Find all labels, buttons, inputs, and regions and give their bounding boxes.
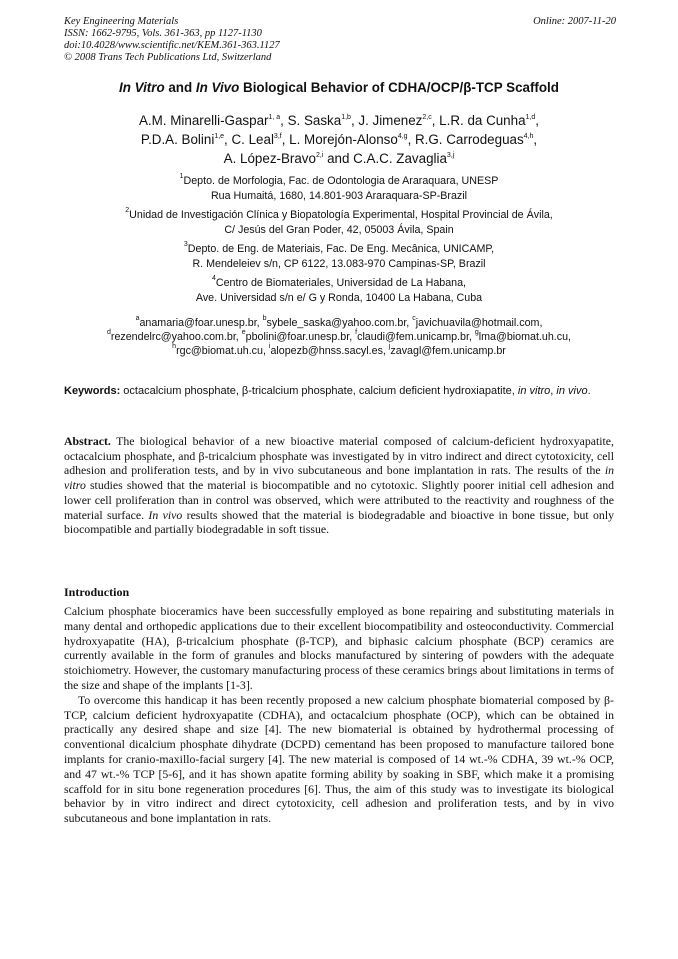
abstract-italic: In vivo bbox=[148, 507, 183, 522]
keywords-sep: , bbox=[550, 385, 557, 397]
affiliation-number: 2 bbox=[125, 207, 130, 215]
affiliation-line: Rua Humaitá, 1680, 14.801-903 Araraquara-SP-Brazil bbox=[210, 190, 468, 202]
title-part: and bbox=[164, 80, 196, 95]
affiliation-line: Centro de Biomateriales, Universidad de La Habana, bbox=[215, 277, 467, 289]
author: P.D.A. Bolini bbox=[140, 132, 215, 147]
author-sup: 2,c bbox=[422, 113, 432, 121]
journal-name: Key Engineering Materials bbox=[64, 16, 179, 27]
keywords-label: Keywords: bbox=[64, 385, 121, 397]
email-list bbox=[40, 316, 638, 358]
affiliation bbox=[40, 242, 638, 272]
author-sup: 4,g bbox=[397, 132, 408, 140]
author-line bbox=[40, 130, 638, 149]
abstract-italic: in vitro bbox=[64, 463, 614, 493]
affiliation-line: Depto. de Morfologia, Fac. de Odontologia de Araraquara, UNESP bbox=[183, 175, 499, 187]
abstract-label: Abstract. bbox=[64, 434, 111, 448]
author: , C. Leal bbox=[224, 132, 274, 147]
email: alopezb@hnss.sacyl.es, bbox=[270, 345, 389, 357]
title-part: In Vivo bbox=[195, 80, 240, 95]
author: , S. Saska bbox=[280, 113, 342, 128]
email: claudi@fem.unicamp.br, bbox=[357, 331, 475, 343]
author: and C.A.C. Zavaglia bbox=[323, 151, 447, 166]
author-sep: , bbox=[533, 132, 538, 147]
author: , L.R. da Cunha bbox=[431, 113, 526, 128]
journal-header bbox=[64, 16, 280, 64]
author-sup: 1,b bbox=[341, 113, 351, 121]
author-list bbox=[40, 111, 638, 168]
email: lma@biomat.uh.cu, bbox=[478, 331, 572, 343]
abstract-text: results showed that the material is biodegradable and bioactive in bone tissue, but only biocompatible and partially biodegradable in soft tissue. bbox=[64, 507, 614, 537]
email-line: $^a$anamaria@foar.unesp.br, $^b$sybele_saska@yahoo.com.br, $^c$javichuavila@hotmail.com, bbox=[135, 315, 543, 329]
title-part: In Vitro bbox=[119, 80, 165, 95]
author-sup: 3,f bbox=[273, 132, 282, 140]
paper-title bbox=[0, 80, 678, 95]
affiliation-number: 4 bbox=[211, 275, 216, 283]
email-line: $^d$rezendelrc@yahoo.com.br, $^e$pbolini@foar.unesp.br, $^f$claudi@fem.unicamp.br, $^g$lma@biomat.uh.cu, bbox=[106, 329, 572, 343]
affiliation-line: Depto. de Eng. de Materiais, Fac. De Eng. Mecânica, UNICAMP, bbox=[187, 243, 495, 255]
author: , L. Morejón-Alonso bbox=[281, 132, 398, 147]
email-line: $^h$rgc@biomat.uh.cu, $^i$alopezb@hnss.sacyl.es, $^j$zavagl@fem.unicamp.br bbox=[172, 343, 506, 357]
introduction-heading: Introduction bbox=[64, 585, 130, 599]
affiliation-number: 1 bbox=[179, 173, 184, 181]
author: A.M. Minarelli-Gaspar bbox=[139, 113, 269, 128]
doi-line: doi:10.4028/www.scientific.net/KEM.361-363.1127 bbox=[64, 40, 280, 51]
keywords bbox=[64, 384, 614, 398]
author-sup: 1, a bbox=[268, 113, 281, 121]
email: anamaria@foar.unesp.br, bbox=[139, 317, 263, 329]
email: sybele_saska@yahoo.com.br, bbox=[266, 317, 413, 329]
affiliation-line: Unidad de Investigación Clínica y Biopatología Experimental, Hospital Provincial de Ávila, bbox=[129, 209, 553, 221]
abstract bbox=[64, 434, 614, 537]
keyword-italic: in vivo bbox=[556, 385, 588, 397]
author-sup: 2,i bbox=[315, 151, 324, 159]
keyword-italic: in vitro bbox=[517, 385, 551, 397]
abstract-text: The biological behavior of a new bioactive material composed of calcium-deficient hydroxyapatite, octacalcium phosphate, and β-tricalcium phosphate was investigated by in vitro indirect and direct cytotoxicity, cell adhesion and proliferation tests, and by in vivo subcutaneous and bone implantation in rats. The results of the bbox=[64, 434, 614, 478]
affiliation bbox=[40, 276, 638, 306]
author: A. López-Bravo bbox=[223, 151, 316, 166]
email: rgc@biomat.uh.cu, bbox=[176, 345, 269, 357]
affiliation-line: C/ Jesús del Gran Poder, 42, 05003 Ávila, Spain bbox=[224, 224, 454, 236]
introduction-body bbox=[64, 604, 614, 826]
author-line bbox=[40, 149, 638, 168]
author-sup: 3,j bbox=[446, 151, 455, 159]
affiliation-line: R. Mendeleiev s/n, CP 6122, 13.083-970 Campinas-SP, Brazil bbox=[192, 258, 486, 270]
email: javichuavila@hotmail.com, bbox=[415, 317, 543, 329]
email: rezendelrc@yahoo.com.br, bbox=[110, 331, 242, 343]
author: , J. Jimenez bbox=[350, 113, 423, 128]
author: , R.G. Carrodeguas bbox=[407, 132, 524, 147]
abstract-text: studies showed that the material is biocompatible and no cytotoxic. Slightly poorer initial cell adhesion and lower cell proliferation than in control was observed, which were attributed to the reactivity and roughness of the material surface. bbox=[64, 478, 614, 522]
online-date: Online: 2007-11-20 bbox=[533, 16, 616, 27]
title-part: Biological Behavior of CDHA/OCP/β-TCP Scaffold bbox=[239, 80, 559, 95]
keywords-text: octacalcium phosphate, β-tricalcium phosphate, calcium deficient hydroxiapatite, bbox=[120, 385, 518, 397]
keywords-end: . bbox=[587, 385, 591, 397]
affiliation-line: Ave. Universidad s/n e/ G y Ronda, 10400 La Habana, Cuba bbox=[195, 292, 483, 304]
author-sup: 1,d bbox=[525, 113, 536, 121]
author-line: A.M. Minarelli-Gaspar$^{1, a}$, S. Saska$^{1,b}$, J. Jimenez$^{2,c}$, L.R. da Cunha$^{1,d}$, bbox=[139, 113, 539, 128]
email: zavagl@fem.unicamp.br bbox=[390, 345, 506, 357]
affiliation-number: 3 bbox=[183, 241, 188, 249]
email: pbolini@foar.unesp.br, bbox=[245, 331, 356, 343]
affiliation bbox=[40, 208, 638, 238]
issn-line: ISSN: 1662-9795, Vols. 361-363, pp 1127-1130 bbox=[64, 28, 262, 39]
author-sup: 1,e bbox=[214, 132, 225, 140]
affiliations bbox=[40, 174, 638, 310]
author-sup: 4,h bbox=[523, 132, 534, 140]
paragraph: To overcome this handicap it has been recently proposed a new calcium phosphate biomaterial composed by β-TCP, calcium deficient hydroxyapatite (CDHA), and octacalcium phosphate (OCP), which can be obtained in practically any desired shape and size [4]. The new biomaterial is obtained by hydrothermal processing of conventional dicalcium phosphate dihydrate (DCPD) cementand has been proposed to manufacture tailored bone implants for cranio-maxillo-facial surgery [4]. The new material is composed of 14 wt.-% CDHA, 39 wt.-% OCP, and 47 wt.-% TCP [5-6], and it has shown apatite forming ability by soaking in SBF, which make it a promising scaffold for in situ bone regeneration procedures [6]. Thus, the aim of this study was to investigate its biological behavior by in vitro indirect and direct cytotoxicity, cell adhesion and proliferation tests, and by in vivo subcutaneous and bone implantation in rats. bbox=[64, 692, 614, 826]
affiliation bbox=[40, 174, 638, 204]
paragraph: Calcium phosphate bioceramics have been successfully employed as bone repairing and substituting materials in many dental and orthopedic applications due to their excellent biocompatibility and osteoconductivity. Commercial hydroxyapatite (HA), β-tricalcium phosphate (β-TCP), and biphasic calcium phosphate (BCP) ceramics are currently available in the form of granules and blocks manufactured by sintering of powders with the adequate stoichiometry. However, the customary manufacturing process of these ceramics brings about limitations in terms of the size and shape of the implants [1-3]. bbox=[64, 604, 614, 692]
copyright-line: © 2008 Trans Tech Publications Ltd, Switzerland bbox=[64, 52, 272, 63]
